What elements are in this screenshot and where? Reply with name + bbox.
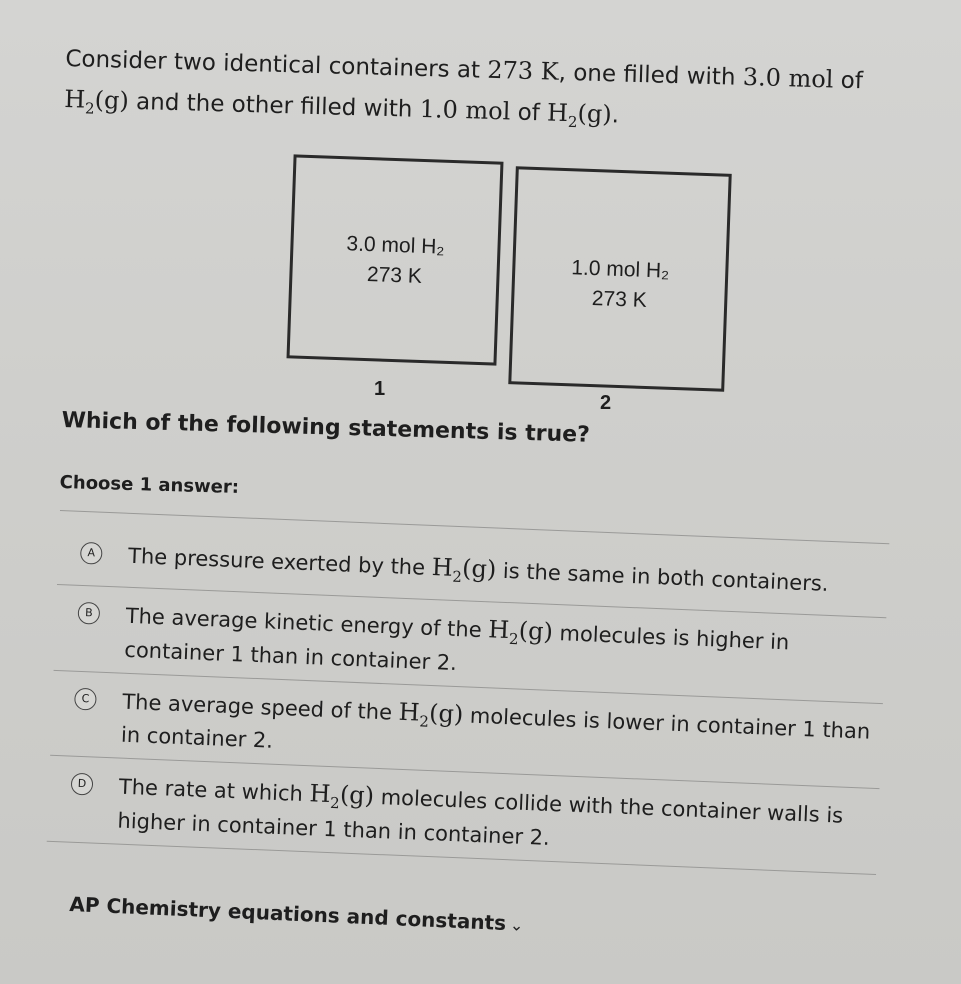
container-amount: 3.0 mol H₂ — [346, 232, 445, 259]
h2-formula: $H_2(g)$ — [487, 615, 554, 649]
intro-text: of — [840, 67, 864, 95]
ap-equations-link[interactable] — [69, 892, 524, 936]
intro-text: and the other filled with — [135, 88, 413, 123]
intro-mol: 3.0 mol — [742, 62, 834, 94]
intro-text: , one filled with — [558, 59, 736, 91]
intro-text: of — [517, 99, 541, 127]
radio-d-icon[interactable]: D — [71, 773, 94, 796]
answer-text: molecules collide with the container walls is higher in container 1 than in container 2. — [117, 785, 844, 851]
container-temp: 273 K — [366, 263, 423, 288]
container-temp: 273 K — [591, 287, 648, 312]
question-intro: Consider two identical containers at 273 K, one filled with 3.0 mol of $H_2(g)$ and the other filled with 1.0 mol of $H_2(g)$. — [63, 45, 864, 132]
container-label: 1 — [374, 378, 386, 400]
container-label: 2 — [600, 392, 612, 414]
container-2-diagram — [508, 166, 731, 391]
answer-text: The average kinetic energy of the — [125, 603, 483, 642]
choose-label: Choose 1 answer: — [59, 472, 240, 498]
h2-formula: $H_2(g)$ — [546, 98, 613, 132]
answer-text: The rate at which — [118, 774, 304, 807]
answer-text: molecules is higher in container 1 than in container 2. — [123, 620, 790, 675]
container-1-diagram — [287, 154, 504, 365]
question-prompt: Which of the following statements is true? — [61, 408, 591, 448]
answer-text: is the same in both containers. — [502, 558, 829, 596]
radio-a-icon[interactable]: A — [80, 542, 103, 565]
h2-formula: $H_2(g)$ — [398, 697, 464, 731]
chevron-down-icon: ⌄ — [509, 915, 524, 935]
ap-equations-label: AP Chemistry equations and constants — [68, 892, 507, 936]
answer-text: The pressure exerted by the — [127, 543, 426, 580]
h2-formula: $H_2(g)$ — [308, 779, 375, 813]
answer-text: The average speed of the — [121, 689, 393, 725]
h2-formula: $H_2(g)$ — [63, 84, 130, 118]
answer-list — [47, 510, 890, 875]
h2-formula: $H_2(g)$ — [431, 552, 497, 586]
answer-text: molecules is lower in container 1 than in container 2. — [120, 703, 871, 754]
intro-mol: 1.0 mol — [419, 94, 511, 126]
intro-text: Consider two identical containers at — [65, 45, 481, 84]
container-amount: 1.0 mol H₂ — [570, 256, 670, 283]
radio-b-icon[interactable]: B — [77, 602, 100, 625]
radio-c-icon[interactable]: C — [74, 687, 97, 710]
intro-temp: 273 K — [486, 55, 560, 86]
